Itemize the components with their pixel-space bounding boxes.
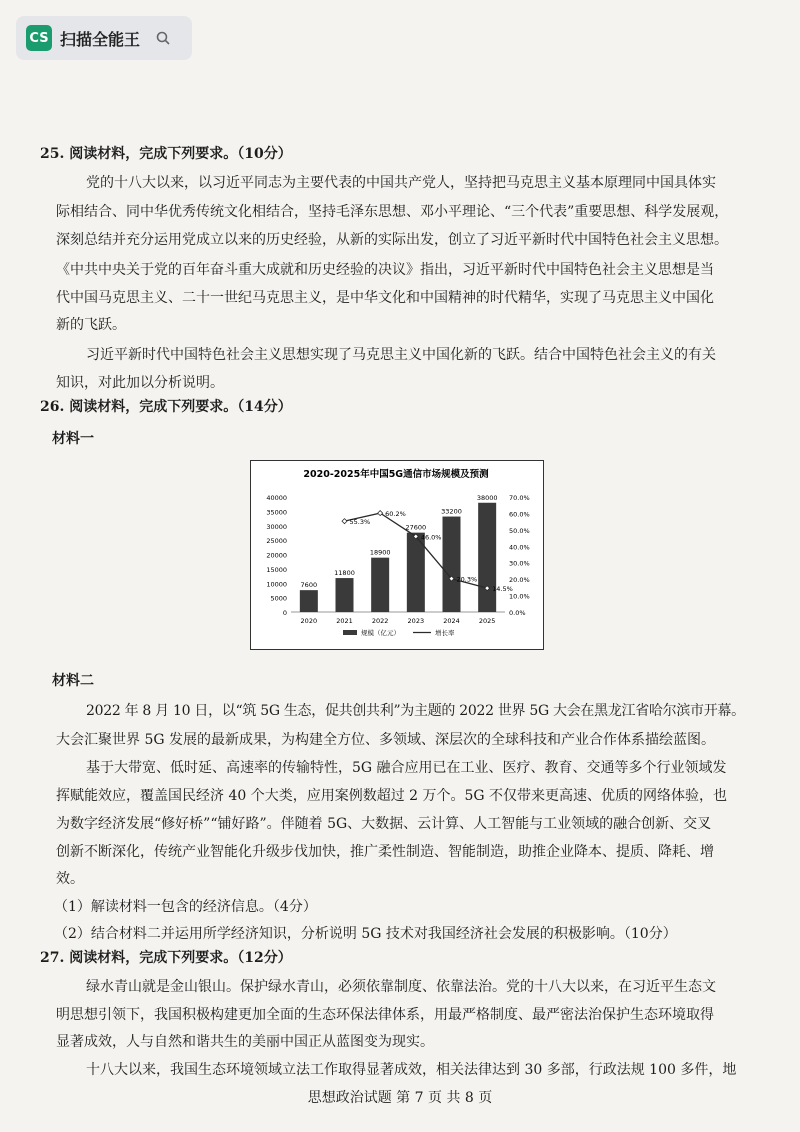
bar [336,578,354,612]
chart-title: 2020-2025年中国5G通信市场规模及预测 [303,469,489,480]
y-right-tick-label: 70.0% [509,494,530,502]
search-icon[interactable] [156,31,170,45]
q25-line: 深刻总结并充分运用党成立以来的历史经验，从新的实际出发，创立了习近平新时代中国特色社会主义思想。 [56,232,728,248]
q27-line: 明思想引领下，我国积极构建更加全面的生态环保法律体系，用最严格制度、最严密法治保护生态环境取得 [56,1007,714,1023]
q26-sub2: （2）结合材料二并运用所学经济知识，分析说明 5G 技术对我国经济社会发展的积极影响。（10分） [54,926,677,942]
growth-rate-label: 20.3% [456,575,478,584]
bar-value-label: 18900 [369,548,391,557]
y-left-tick-label: 30000 [266,522,287,531]
bar [478,503,496,612]
q27-line: 十八大以来，我国生态环境领域立法工作取得显著成效，相关法律达到 30 多部，行政法规 100 多件，地 [86,1062,737,1078]
q27-line: 显著成效，人与自然和谐共生的美丽中国正从蓝图变为现实。 [56,1034,434,1050]
q26-sub1: （1）解读材料一包含的经济信息。（4分） [54,899,317,915]
growth-rate-label: 60.2% [385,510,406,519]
q25-line: 际相结合、同中华优秀传统文化相结合，坚持毛泽东思想、邓小平理论、“三个代表”重要思想、科学发展观， [56,204,729,220]
y-right-tick-label: 30.0% [509,559,530,568]
chart-svg [251,461,542,648]
growth-rate-label: 14.5% [492,585,513,594]
legend-bar-swatch [343,630,357,635]
m2-line: 大会汇聚世界 5G 发展的最新成果，为构建全方位、多领域、深层次的全球科技和产业合作体系描绘蓝图。 [56,732,715,748]
y-left-tick-label: 25000 [266,537,287,546]
growth-rate-label: 46.0% [420,533,442,542]
y-right-tick-label: 40.0% [509,543,530,552]
m2-line: 为数字经济发展“修好桥”“铺好路”。伴随着 5G、大数据、云计算、人工智能与工业领域的融合创新、交叉 [56,816,712,832]
x-tick-label: 2024 [443,617,460,625]
y-left-tick-label: 20000 [266,551,287,560]
m2-line: 基于大带宽、低时延、高速率的传输特性，5G 融合应用已在工业、医疗、教育、交通等多个行业领域发 [86,760,727,776]
q25-line: 党的十八大以来，以习近平同志为主要代表的中国共产党人，坚持把马克思主义基本原理同中国具体实 [86,175,716,191]
bar-value-label: 38000 [476,493,498,502]
bar-value-label: 33200 [441,507,462,516]
q25-question: 知识，对此加以分析说明。 [56,375,224,391]
m2-line: 挥赋能效应，覆盖国民经济 40 个大类，应用案例数超过 2 万个。5G 不仅带来更高速、优质的网络体验，也 [56,788,728,804]
growth-rate-point [342,519,347,524]
y-left-tick-label: 5000 [270,594,287,603]
q25-line: 《中共中央关于党的百年奋斗重大成就和历史经验的决议》指出，习近平新时代中国特色社会主义思想是当 [56,262,714,278]
bar [300,590,318,612]
x-tick-label: 2023 [407,617,425,625]
bar-value-label: 7600 [300,581,318,590]
app-name: 扫描全能王 [60,29,141,49]
q27-line: 绿水青山就是金山银山。保护绿水青山，必须依靠制度、依靠法治。党的十八大以来，在习近平生态文 [86,979,716,995]
cs-logo-icon: CS [26,25,52,51]
m2-line: 创新不断深化，传统产业智能化升级步伐加快，推广柔性制造、智能制造，助推企业降本、提质、降耗、增 [56,844,714,860]
q25-title: 25. 阅读材料，完成下列要求。（10分） [40,146,292,162]
legend-bar-label: 规模（亿元） [361,629,400,637]
page-footer: 思想政治试题 第 7 页 共 8 页 [307,1090,493,1106]
m2-line: 效。 [56,871,84,887]
y-right-tick-label: 20.0% [509,576,530,585]
y-right-tick-label: 0.0% [509,609,526,617]
x-tick-label: 2022 [371,617,389,625]
x-tick-label: 2020 [300,617,318,625]
x-tick-label: 2021 [336,617,353,625]
m2-line: 2022 年 8 月 10 日，以“筑 5G 生态，促共创共利”为主题的 2022 世界 5G 大会在黑龙江省哈尔滨市开幕。 [86,703,745,719]
q27-title: 27. 阅读材料，完成下列要求。（12分） [40,950,292,966]
chart-5g-market [250,460,544,650]
bar [443,517,461,612]
q25-question: 习近平新时代中国特色社会主义思想实现了马克思主义中国化新的飞跃。结合中国特色社会主义的有关 [86,347,716,363]
material-two-label: 材料二 [52,673,94,689]
bar-value-label: 27600 [405,523,427,532]
y-left-tick-label: 40000 [266,494,287,502]
y-left-tick-label: 10000 [266,580,287,589]
growth-rate-label: 55.3% [349,518,371,527]
y-right-tick-label: 10.0% [509,592,530,601]
bar [371,558,389,612]
y-right-tick-label: 50.0% [509,526,530,535]
y-right-tick-label: 60.0% [509,510,530,519]
x-tick-label: 2025 [478,617,496,625]
q25-line: 代中国马克思主义、二十一世纪马克思主义，是中华文化和中国精神的时代精华，实现了马克思主义中国化 [56,290,714,306]
y-left-tick-label: 15000 [266,565,287,574]
y-left-tick-label: 0 [282,609,287,617]
material-one-label: 材料一 [52,431,94,447]
legend-line-label: 增长率 [435,629,455,637]
scanner-app-badge[interactable] [16,16,192,60]
y-left-tick-label: 35000 [266,508,287,517]
q26-title: 26. 阅读材料，完成下列要求。（14分） [40,399,292,415]
bar-value-label: 11800 [334,569,355,578]
q25-line: 新的飞跃。 [56,317,126,333]
